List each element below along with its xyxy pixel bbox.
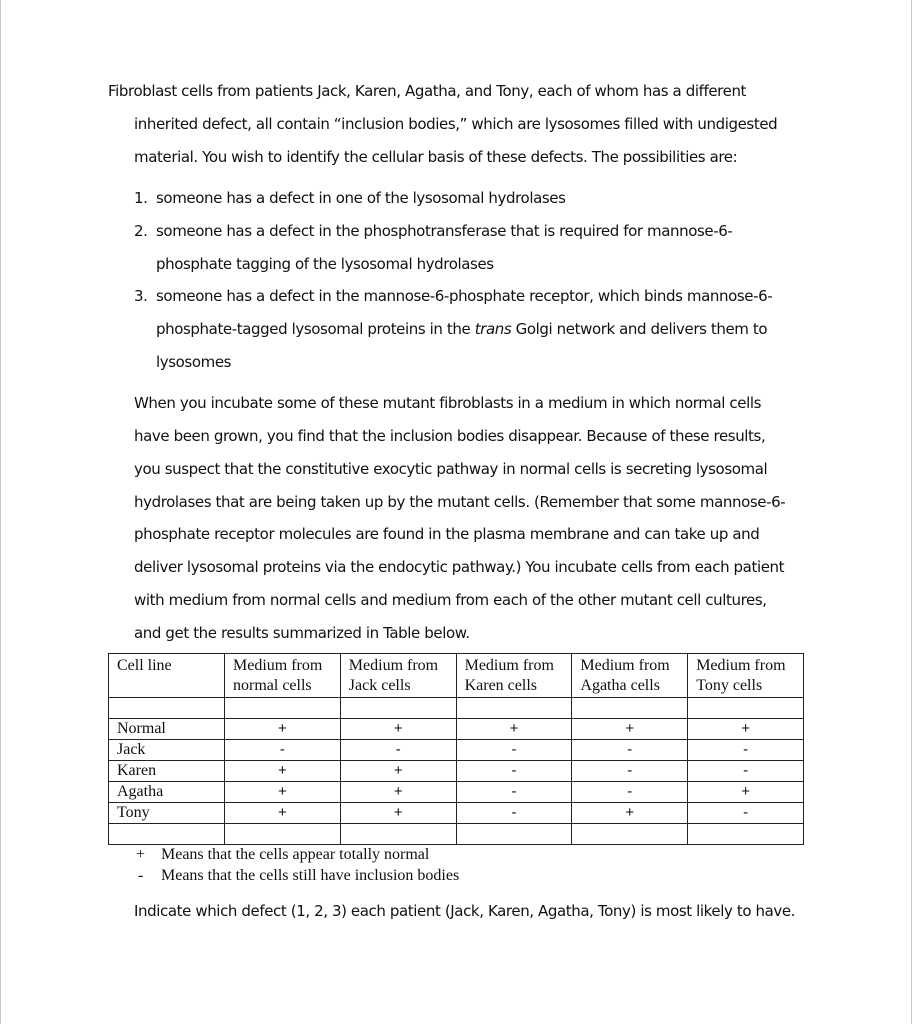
paragraph-line: When you incubate some of these mutant fibroblasts in a medium in which normal cells [134, 394, 762, 412]
result-cell: + [340, 782, 456, 803]
row-label: Normal [109, 719, 225, 740]
table-spacer-row [109, 698, 804, 719]
empty-cell [456, 824, 572, 845]
result-cell: - [688, 803, 804, 824]
header-text: Medium from [696, 657, 786, 674]
empty-cell [688, 698, 804, 719]
header-cell-line [109, 654, 225, 698]
result-cell: - [456, 803, 572, 824]
result-cell: + [225, 761, 341, 782]
trans-italic: trans [474, 320, 512, 338]
header-text: Medium from [580, 657, 670, 674]
result-cell: + [340, 761, 456, 782]
legend-text-minus: Means that the cells still have inclusion bodies [161, 867, 460, 884]
empty-cell [340, 824, 456, 845]
empty-cell [109, 698, 225, 719]
header-text: Medium from [464, 657, 554, 674]
result-cell: - [456, 782, 572, 803]
header-text: Agatha cells [580, 677, 660, 694]
intro-line-2: inherited defect, all contain “inclusion bodies,” which are lysosomes filled with undigested [134, 115, 778, 133]
table-row-jack [109, 740, 804, 761]
question-text: Indicate which defect (1, 2, 3) each patient (Jack, Karen, Agatha, Tony) is most likely to have. [134, 902, 796, 920]
empty-cell [456, 698, 572, 719]
result-cell: - [688, 740, 804, 761]
header-medium-normal [225, 654, 341, 698]
table-row-tony [109, 803, 804, 824]
header-text: normal cells [233, 677, 312, 694]
header-text: Cell line [117, 657, 172, 674]
legend-symbol-minus: - [138, 867, 144, 884]
header-medium-agatha [572, 654, 688, 698]
intro-line-1: Fibroblast cells from patients Jack, Karen, Agatha, and Tony, each of whom has a different [108, 82, 747, 100]
list-item-1-line-1: someone has a defect in one of the lysosomal hydrolases [156, 189, 566, 207]
page-edge-left [0, 0, 1, 1024]
list-number-3: 3. [134, 287, 148, 305]
paragraph-line: you suspect that the constitutive exocytic pathway in normal cells is secreting lysosomal [134, 460, 768, 478]
empty-cell [688, 824, 804, 845]
paragraph-line: with medium from normal cells and medium from each of the other mutant cell cultures, [134, 591, 767, 609]
result-cell: + [572, 719, 688, 740]
paragraph-line: and get the results summarized in Table below. [134, 624, 470, 642]
paragraph-line: have been grown, you find that the inclusion bodies disappear. Because of these results, [134, 427, 766, 445]
header-text: Medium from [233, 657, 323, 674]
result-cell: - [225, 740, 341, 761]
table-spacer-row [109, 824, 804, 845]
row-label: Karen [109, 761, 225, 782]
header-medium-karen [456, 654, 572, 698]
paragraph-line: hydrolases that are being taken up by the mutant cells. (Remember that some mannose-6- [134, 493, 786, 511]
header-text: Tony cells [696, 677, 763, 694]
list-item-3-line-1: someone has a defect in the mannose-6-phosphate receptor, which binds mannose-6- [156, 287, 773, 305]
empty-cell [572, 698, 688, 719]
result-cell: + [225, 782, 341, 803]
list-item-3-line-3: lysosomes [156, 353, 232, 371]
table-row-normal [109, 719, 804, 740]
list-item-3-line-2 [156, 320, 767, 338]
list-number-2: 2. [134, 222, 148, 240]
result-cell: - [456, 761, 572, 782]
result-cell: + [340, 719, 456, 740]
empty-cell [225, 698, 341, 719]
legend-symbol-plus: + [136, 846, 146, 863]
legend-text-plus: Means that the cells appear totally normal [161, 846, 430, 863]
result-cell: - [456, 740, 572, 761]
result-cell: + [572, 803, 688, 824]
empty-cell [109, 824, 225, 845]
result-cell: + [688, 782, 804, 803]
empty-cell [225, 824, 341, 845]
results-table [108, 653, 804, 845]
result-cell: + [688, 719, 804, 740]
header-text: Jack cells [348, 677, 411, 694]
result-cell: + [456, 719, 572, 740]
paragraph-line: phosphate receptor molecules are found in the plasma membrane and can take up and [134, 525, 760, 543]
empty-cell [572, 824, 688, 845]
table-row-agatha [109, 782, 804, 803]
row-label: Agatha [109, 782, 225, 803]
list-number-1: 1. [134, 189, 148, 207]
list-item-3-line-2-a: phosphate-tagged lysosomal proteins in the [156, 320, 475, 338]
header-text: Medium from [348, 657, 439, 674]
table-row-karen [109, 761, 804, 782]
result-cell: + [340, 803, 456, 824]
result-cell: - [572, 761, 688, 782]
result-cell: + [225, 719, 341, 740]
list-item-2-line-2: phosphate tagging of the lysosomal hydrolases [156, 255, 494, 273]
list-item-2-line-1: someone has a defect in the phosphotransferase that is required for mannose-6- [156, 222, 733, 240]
list-item-3-line-2-b: Golgi network and delivers them to [511, 320, 768, 338]
row-label: Tony [109, 803, 225, 824]
header-text: Karen cells [464, 677, 537, 694]
result-cell: - [688, 761, 804, 782]
header-medium-jack [340, 654, 456, 698]
result-cell: + [225, 803, 341, 824]
result-cell: - [340, 740, 456, 761]
result-cell: - [572, 740, 688, 761]
result-cell: - [572, 782, 688, 803]
empty-cell [340, 698, 456, 719]
intro-line-3: material. You wish to identify the cellular basis of these defects. The possibilities are: [134, 148, 738, 166]
header-medium-tony [688, 654, 804, 698]
row-label: Jack [109, 740, 225, 761]
paragraph-line: deliver lysosomal proteins via the endocytic pathway.) You incubate cells from each patient [134, 558, 785, 576]
table-header-row [109, 654, 804, 698]
